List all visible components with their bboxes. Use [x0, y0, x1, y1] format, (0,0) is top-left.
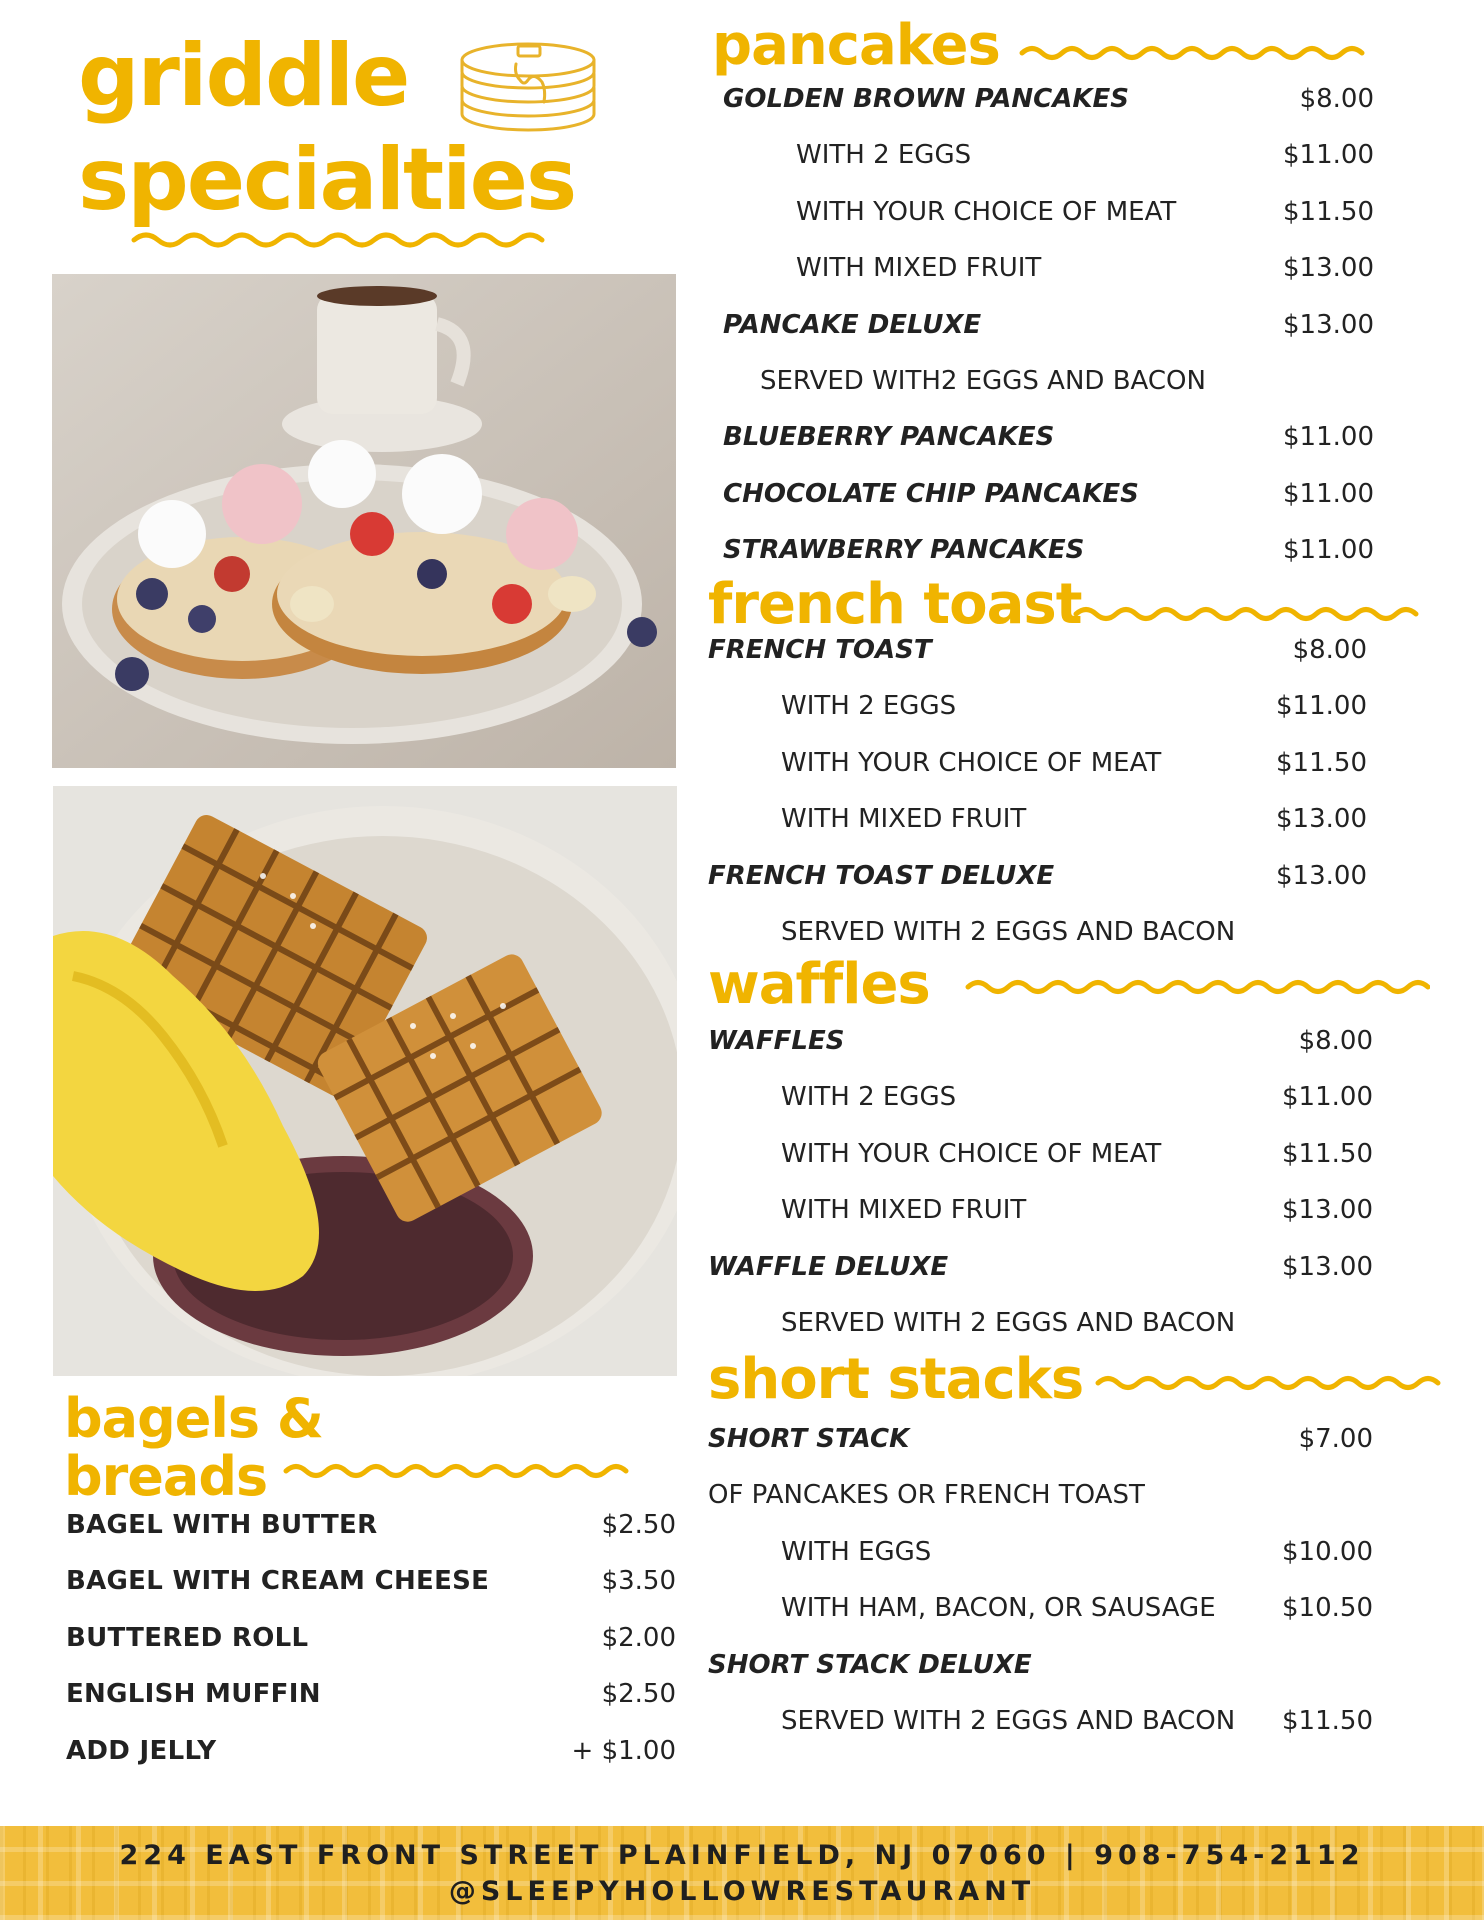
item-price: $13.00 — [1282, 1251, 1373, 1282]
item-name: WAFFLES — [708, 1026, 845, 1056]
list-item — [708, 796, 1367, 852]
item-price: $11.00 — [1276, 691, 1367, 722]
item-price: $11.00 — [1283, 535, 1374, 566]
item-price: $7.00 — [1298, 1424, 1373, 1454]
pancake-stack-icon — [448, 34, 608, 134]
bagels-breads-title — [64, 1387, 323, 1508]
item-name: BUTTERED ROLL — [66, 1622, 309, 1653]
waffles-illustration — [53, 786, 677, 1376]
item-name: WITH 2 EGGS — [796, 140, 972, 171]
list-item — [708, 627, 1367, 683]
item-price: $2.00 — [601, 1622, 676, 1653]
list-item — [723, 189, 1374, 245]
pancakes-squiggle — [1018, 42, 1374, 64]
list-item — [708, 1585, 1373, 1641]
french-toast-title: french toast — [708, 572, 1082, 637]
item-name: WITH YOUR CHOICE OF MEAT — [796, 196, 1177, 227]
item-name: OF PANCAKES OR FRENCH TOAST — [708, 1480, 1145, 1511]
title-line-2: specialties — [78, 130, 576, 230]
item-name: FRENCH TOAST — [708, 635, 932, 665]
item-name: SHORT STACK DELUXE — [708, 1649, 1032, 1680]
list-item — [708, 740, 1367, 796]
pancakes-title: pancakes — [712, 13, 1000, 78]
pancakes-illustration — [52, 274, 676, 768]
waffles-squiggle — [964, 976, 1430, 998]
waffles-title: waffles — [708, 952, 930, 1017]
bagels-list — [66, 1502, 676, 1784]
item-price: $11.50 — [1282, 1138, 1373, 1169]
item-price: $10.00 — [1282, 1536, 1373, 1567]
list-item — [708, 683, 1367, 739]
list-item — [723, 471, 1374, 527]
list-item — [708, 1529, 1373, 1585]
item-price: $8.00 — [1299, 84, 1374, 114]
list-item — [708, 1187, 1373, 1243]
item-price: $13.00 — [1282, 1195, 1373, 1226]
list-item — [708, 1698, 1373, 1754]
item-name: SERVED WITH 2 EGGS AND BACON — [781, 1705, 1236, 1736]
list-item — [66, 1615, 676, 1671]
pancakes-photo — [52, 274, 676, 768]
item-name: CHOCOLATE CHIP PANCAKES — [723, 478, 1139, 509]
list-item — [723, 302, 1374, 358]
item-name: FRENCH TOAST DELUXE — [708, 860, 1055, 891]
list-item — [723, 76, 1374, 132]
item-name: WITH MIXED FRUIT — [781, 1195, 1027, 1226]
item-price: $13.00 — [1283, 253, 1374, 284]
item-price: $3.50 — [601, 1566, 676, 1597]
item-name: WITH 2 EGGS — [781, 1082, 957, 1113]
item-name: SERVED WITH2 EGGS AND BACON — [760, 365, 1206, 396]
item-name: WITH YOUR CHOICE OF MEAT — [781, 1138, 1162, 1169]
item-name: PANCAKE DELUXE — [723, 309, 982, 340]
item-name: WAFFLE DELUXE — [708, 1251, 949, 1282]
item-price: + $1.00 — [571, 1735, 676, 1766]
list-item — [723, 414, 1374, 470]
list-item — [708, 853, 1367, 909]
item-price: $11.00 — [1283, 422, 1374, 453]
list-item — [66, 1558, 676, 1614]
item-name: SERVED WITH 2 EGGS AND BACON — [781, 916, 1236, 947]
list-item — [66, 1671, 676, 1727]
list-item — [708, 1018, 1373, 1074]
list-item — [708, 1131, 1373, 1187]
item-name: BAGEL WITH BUTTER — [66, 1510, 378, 1540]
waffles-photo — [53, 786, 677, 1376]
list-item — [708, 1416, 1373, 1472]
list-item — [708, 1074, 1373, 1130]
footer-address: 224 EAST FRONT STREET PLAINFIELD, NJ 07060 | 908-754-2112 — [119, 1840, 1365, 1871]
item-name: BLUEBERRY PANCAKES — [723, 422, 1055, 453]
item-price: $10.50 — [1282, 1593, 1373, 1624]
item-name: WITH 2 EGGS — [781, 691, 957, 722]
item-name: GOLDEN BROWN PANCAKES — [723, 84, 1129, 114]
item-price: $8.00 — [1292, 635, 1367, 665]
footer-bar — [0, 1826, 1484, 1920]
footer-social-handle: @SLEEPYHOLLOWRESTAURANT — [448, 1876, 1036, 1907]
item-price: $2.50 — [601, 1510, 676, 1540]
item-price: $8.00 — [1298, 1026, 1373, 1056]
item-price: $11.50 — [1283, 196, 1374, 227]
list-item — [708, 1244, 1373, 1300]
french-toast-squiggle — [1072, 603, 1430, 625]
short-stacks-squiggle — [1094, 1372, 1450, 1394]
item-name: STRAWBERRY PANCAKES — [723, 535, 1085, 566]
item-price: $13.00 — [1276, 860, 1367, 891]
item-price: $11.50 — [1282, 1705, 1373, 1736]
item-name: ENGLISH MUFFIN — [66, 1679, 321, 1710]
item-name: WITH HAM, BACON, OR SAUSAGE — [781, 1593, 1216, 1624]
bagels-title-line-1: bagels & — [64, 1387, 323, 1450]
list-item — [66, 1728, 676, 1784]
list-item — [723, 132, 1374, 188]
item-name: WITH MIXED FRUIT — [781, 804, 1027, 835]
title-line-1: griddle — [78, 26, 409, 126]
french-toast-list — [708, 627, 1367, 965]
item-name: ADD JELLY — [66, 1735, 217, 1766]
item-price: $11.00 — [1282, 1082, 1373, 1113]
item-name: SERVED WITH 2 EGGS AND BACON — [781, 1307, 1236, 1338]
list-item — [708, 1472, 1373, 1528]
list-item — [723, 358, 1374, 414]
title-squiggle — [130, 228, 560, 252]
pancakes-list — [723, 76, 1374, 584]
item-name: BAGEL WITH CREAM CHEESE — [66, 1566, 490, 1597]
item-name: WITH YOUR CHOICE OF MEAT — [781, 747, 1162, 778]
item-price: $11.00 — [1283, 478, 1374, 509]
short-stacks-list — [708, 1416, 1373, 1754]
item-price: $13.00 — [1283, 309, 1374, 340]
item-name: WITH EGGS — [781, 1536, 932, 1567]
waffles-list — [708, 1018, 1373, 1356]
item-name: SHORT STACK — [708, 1424, 910, 1454]
bagels-squiggle — [282, 1460, 642, 1482]
list-item — [708, 1642, 1373, 1698]
item-price: $2.50 — [601, 1679, 676, 1710]
item-price: $11.00 — [1283, 140, 1374, 171]
short-stacks-title: short stacks — [708, 1347, 1084, 1412]
list-item — [723, 245, 1374, 301]
item-price: $11.50 — [1276, 747, 1367, 778]
bagels-title-line-2: breads — [64, 1445, 268, 1508]
list-item — [66, 1502, 676, 1558]
item-name: WITH MIXED FRUIT — [796, 253, 1042, 284]
item-price: $13.00 — [1276, 804, 1367, 835]
